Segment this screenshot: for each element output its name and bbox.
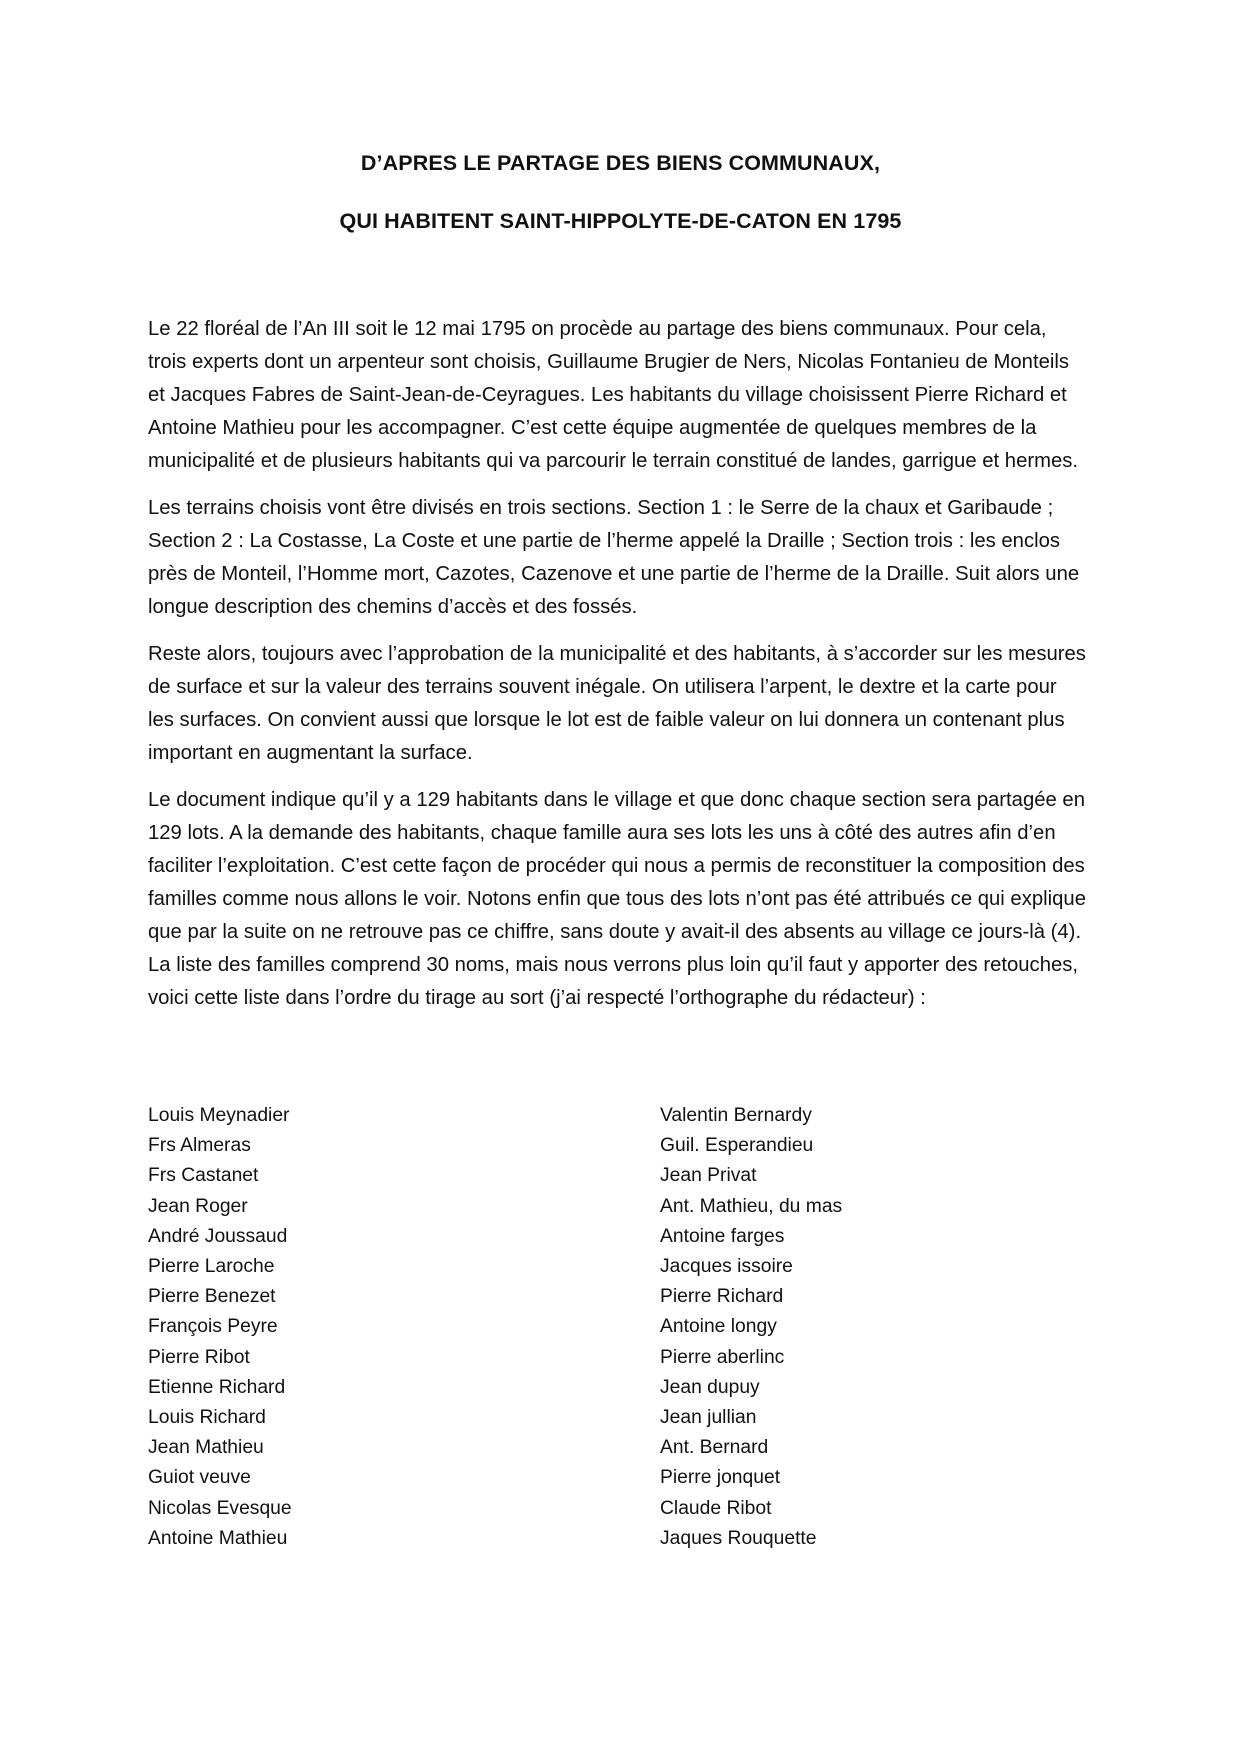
list-item: Nicolas Evesque: [148, 1497, 292, 1519]
list-item: Pierre Laroche: [148, 1256, 275, 1278]
paragraph-4: Le document indique qu’il y a 129 habitants dans le village et que donc chaque section sera partagée en 129 lots. A la demande des habitants, chaque famille aura ses lots les uns à côté des autres afin d’en faciliter l’exploitation. C’est cette façon de procéder qui nous a permis de reconstituer la composition des familles comme nous allons le voir. Notons enfin que tous des lots n’ont pas été attribués ce qui explique que par la suite on ne retrouve pas ce chiffre, sans doute y avait-il des absents au village ce jours-là (4). La liste des familles comprend 30 noms, mais nous verrons plus loin qu’il faut y apporter des retouches, voici cette liste dans l’ordre du tirage au sort (j’ai respecté l’orthographe du rédacteur) :: [148, 789, 1086, 1009]
list-item: Valentin Bernardy: [660, 1105, 812, 1126]
name-column-right: [660, 1101, 1080, 1554]
document-title: [0, 147, 1241, 263]
list-item: Antoine Mathieu: [148, 1527, 288, 1549]
list-item: Etienne Richard: [148, 1376, 286, 1398]
list-item: Jean jullian: [660, 1407, 757, 1429]
list-item: Frs Castanet: [148, 1165, 259, 1187]
list-item: Pierre Ribot: [148, 1346, 250, 1368]
list-item: Pierre jonquet: [660, 1467, 781, 1489]
list-item: Ant. Bernard: [660, 1437, 769, 1459]
list-item: Ant. Mathieu, du mas: [660, 1195, 843, 1217]
list-item: Louis Meynadier: [148, 1105, 290, 1126]
list-item: Antoine longy: [660, 1316, 777, 1338]
paragraph-1: Le 22 floréal de l’An III soit le 12 mai 1795 on procède au partage des biens communaux. Pour cela, trois experts dont un arpenteur sont choisis, Guillaume Brugier de Ners, Nicolas Fontanieu de Monteils et Jacques Fabres de Saint-Jean-de-Ceyragues. Les habitants du village choisissent Pierre Richard et Antoine Mathieu pour les accompagner. C’est cette équipe augmentée de quelques membres de la municipalité et de plusieurs habitants qui va parcourir le terrain constitué de landes, garrigue et hermes.: [148, 318, 1079, 472]
list-item: Antoine farges: [660, 1225, 785, 1247]
list-item: Claude Ribot: [660, 1497, 772, 1519]
title-line-2: QUI HABITENT SAINT-HIPPOLYTE-DE-CATON EN 1795: [339, 209, 902, 233]
list-item: Jacques issoire: [660, 1256, 793, 1278]
list-item: Pierre Benezet: [148, 1286, 276, 1308]
list-item: Pierre aberlinc: [660, 1346, 785, 1368]
list-item: Pierre Richard: [660, 1286, 784, 1308]
list-item: Louis Richard: [148, 1407, 266, 1429]
body-text: [148, 313, 1088, 1029]
list-item: Jean Roger: [148, 1195, 248, 1217]
list-item: Guil. Esperandieu: [660, 1135, 814, 1157]
paragraph-2: Les terrains choisis vont être divisés en trois sections. Section 1 : le Serre de la chaux et Garibaude ; Section 2 : La Costasse, La Coste et une partie de l’herme appelé la Draille ; Section trois : les enclos près de Monteil, l’Homme mort, Cazotes, Cazenove et une partie de l’herme de la Draille. Suit alors une longue description des chemins d’accès et des fossés.: [148, 497, 1080, 618]
list-item: Jean Mathieu: [148, 1437, 264, 1459]
list-item: Frs Almeras: [148, 1135, 251, 1157]
paragraph-3: Reste alors, toujours avec l’approbation de la municipalité et des habitants, à s’accorder sur les mesures de surface et sur la valeur des terrains souvent inégale. On utilisera l’arpent, le dextre et la carte pour les surfaces. On convient aussi que lorsque le lot est de faible valeur on lui donnera un contenant plus important en augmentant la surface.: [148, 643, 1086, 764]
list-item: Jean dupuy: [660, 1376, 760, 1398]
name-column-left: [148, 1101, 660, 1554]
list-item: François Peyre: [148, 1316, 278, 1338]
list-item: Jean Privat: [660, 1165, 757, 1187]
list-item: Guiot veuve: [148, 1467, 251, 1489]
title-line-1: D’APRES LE PARTAGE DES BIENS COMMUNAUX,: [360, 151, 881, 175]
family-name-list: [148, 1101, 1088, 1554]
list-item: André Joussaud: [148, 1225, 288, 1247]
list-item: Jaques Rouquette: [660, 1527, 817, 1549]
